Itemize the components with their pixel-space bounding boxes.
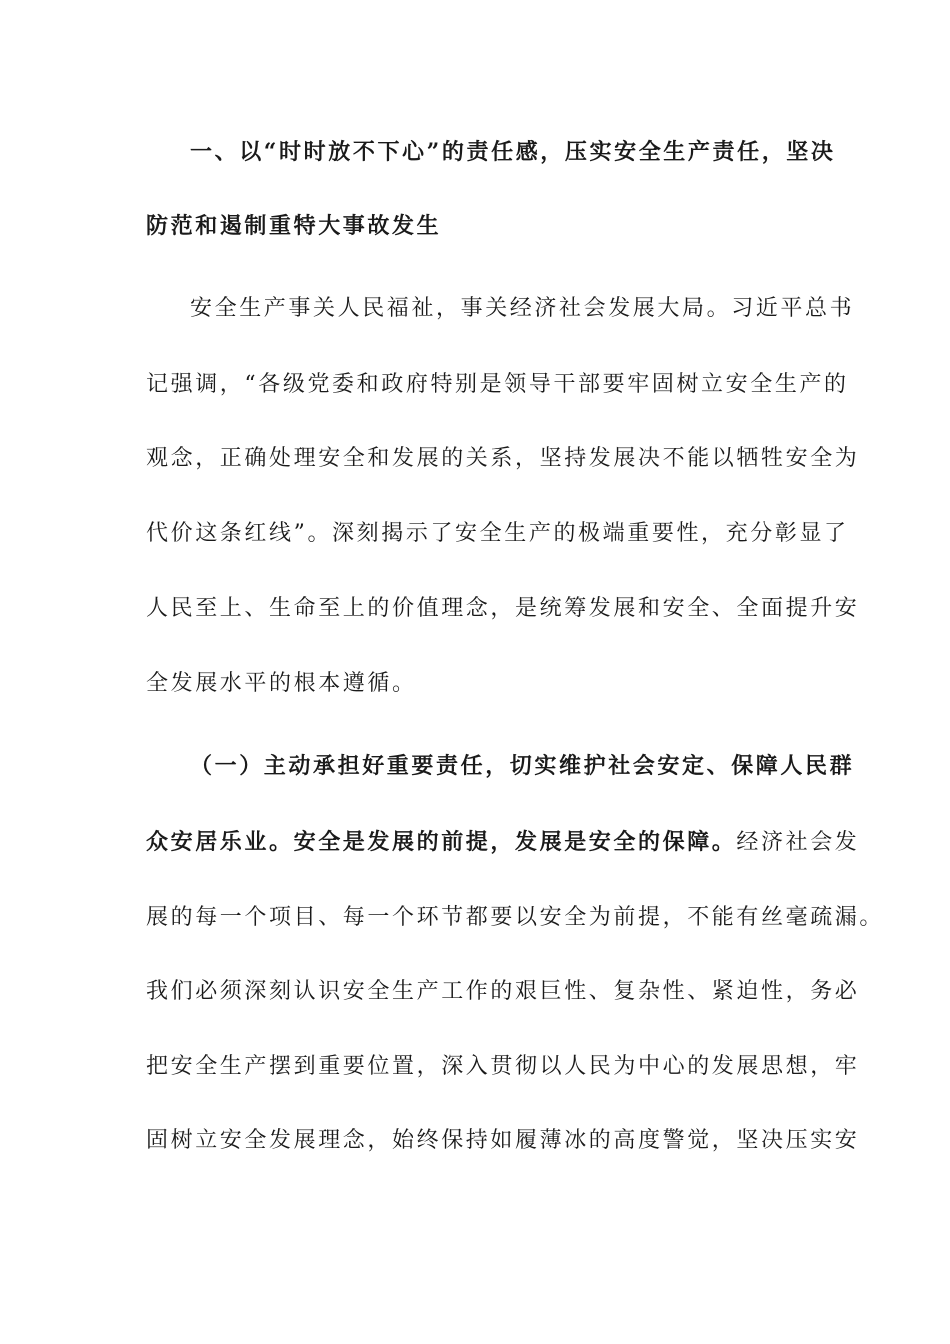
paragraph-2-lead-tail: 经济社会发 xyxy=(736,830,860,855)
paragraph-1-line-3: 观念，正确处理安全和发展的关系，坚持发展决不能以牺牲安全为 xyxy=(146,446,860,471)
paragraph-2-line-5: 把安全生产摆到重要位置，深入贯彻以人民为中心的发展思想，牢 xyxy=(146,1054,860,1079)
section-heading-line-1: 一、以“时时放不下心”的责任感，压实安全生产责任，坚决 xyxy=(190,139,836,165)
paragraph-1-line-1: 安全生产事关人民福祉，事关经济社会发展大局。习近平总书 xyxy=(190,296,855,321)
paragraph-1-line-5: 人民至上、生命至上的价值理念，是统筹发展和安全、全面提升安 xyxy=(146,596,860,621)
paragraph-1-line-6: 全发展水平的根本遵循。 xyxy=(146,671,417,696)
paragraph-2-line-4: 我们必须深刻认识安全生产工作的艰巨性、复杂性、紧迫性，务必 xyxy=(146,979,860,1004)
paragraph-2-line-6: 固树立安全发展理念，始终保持如履薄冰的高度警觉，坚决压实安 xyxy=(146,1128,860,1153)
section-heading-line-2: 防范和遏制重特大事故发生 xyxy=(146,213,442,239)
paragraph-2-line-2 xyxy=(146,827,860,858)
paragraph-2-bold-lead: 众安居乐业。安全是发展的前提，发展是安全的保障。 xyxy=(146,829,737,855)
paragraph-2-line-3: 展的每一个项目、每一个环节都要以安全为前提，不能有丝毫疏漏。 xyxy=(146,905,885,930)
paragraph-1-line-4: 代价这条红线”。深刻揭示了安全生产的极端重要性，充分彰显了 xyxy=(146,521,849,546)
paragraph-2-line-1: （一）主动承担好重要责任，切实维护社会安定、保障人民群 xyxy=(190,753,855,779)
paragraph-1-line-2: 记强调，“各级党委和政府特别是领导干部要牢固树立安全生产的 xyxy=(146,372,849,397)
